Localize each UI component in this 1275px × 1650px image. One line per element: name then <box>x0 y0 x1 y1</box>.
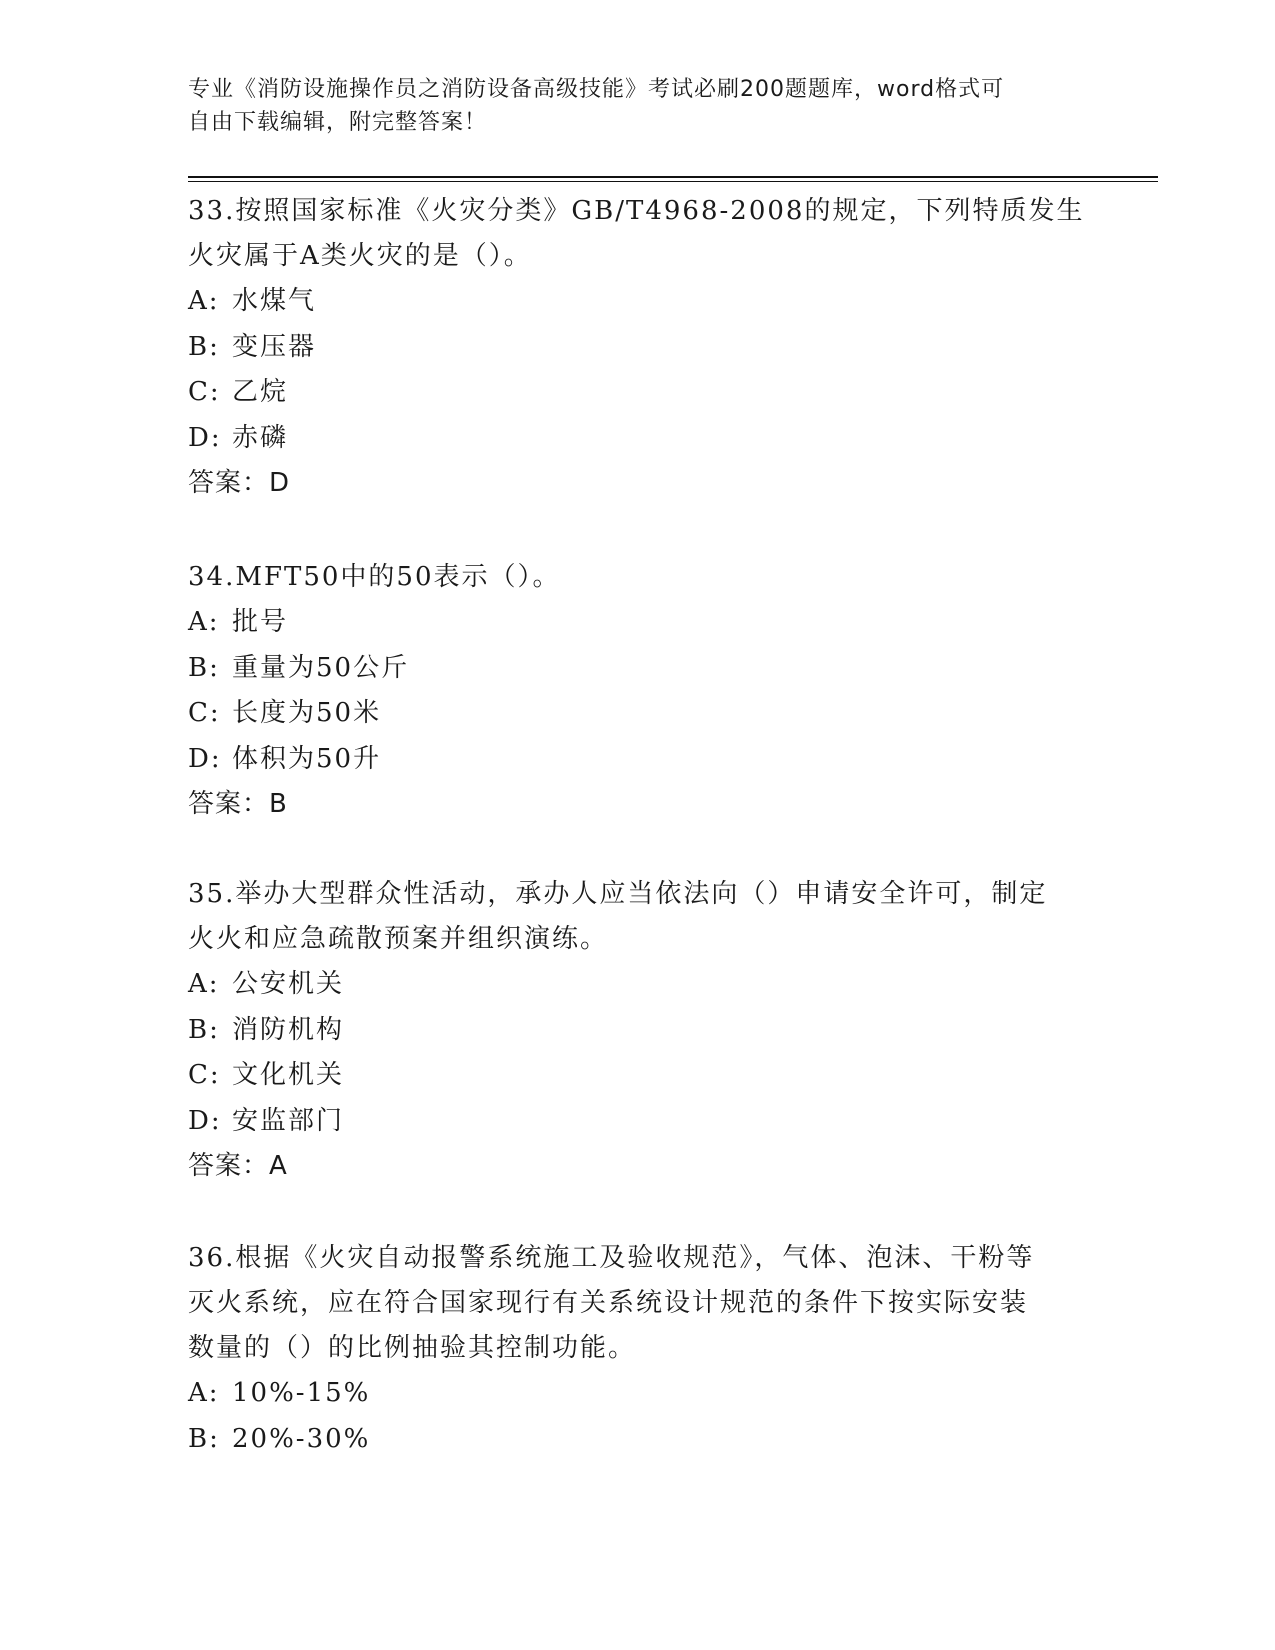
document-header <box>188 73 1068 139</box>
question-34 <box>188 555 1088 827</box>
option-label: C: <box>188 377 221 407</box>
option-text: 乙烷 <box>232 377 289 407</box>
option-text: 10%-15% <box>232 1378 371 1408</box>
option-label: B: <box>188 331 220 362</box>
question-33 <box>188 189 1088 506</box>
option-c <box>188 691 1088 737</box>
option-d <box>188 737 1088 783</box>
question-stem-line: 36.根据《火灾自动报警系统施工及验收规范》，气体、泡沫、干粉等 <box>188 1243 1035 1273</box>
option-label: A: <box>188 607 220 637</box>
option-d <box>188 416 1088 462</box>
option-text: 公安机关 <box>232 969 345 999</box>
header-line-2: 自由下载编辑，附完整答案！ <box>188 110 488 135</box>
option-c <box>188 370 1088 416</box>
option-a <box>188 279 1088 325</box>
option-d <box>188 1099 1088 1145</box>
option-a <box>188 1371 1088 1417</box>
option-text: 长度为50米 <box>232 698 382 728</box>
option-label: A: <box>188 969 220 999</box>
question-stem-line: 灭火系统，应在符合国家现行有关系统设计规范的条件下按实际安装 <box>188 1288 1029 1318</box>
option-label: C: <box>188 698 221 728</box>
answer: 答案：B <box>188 789 288 819</box>
option-text: 水煤气 <box>232 286 317 316</box>
answer: 答案：D <box>188 468 291 498</box>
option-label: B: <box>188 1014 220 1045</box>
option-c <box>188 1053 1088 1099</box>
answer: 答案：A <box>188 1151 288 1181</box>
option-label: B: <box>188 1423 220 1454</box>
question-stem-line: 火火和应急疏散预案并组织演练。 <box>188 924 609 954</box>
option-text: 体积为50升 <box>232 743 382 774</box>
option-text: 重量为50公斤 <box>232 652 410 683</box>
option-label: D: <box>188 422 222 453</box>
option-label: D: <box>188 743 222 774</box>
question-stem-line: 35.举办大型群众性活动，承办人应当依法向（）申请安全许可，制定 <box>188 879 1048 909</box>
option-label: D: <box>188 1105 222 1136</box>
option-b <box>188 646 1088 692</box>
option-label: B: <box>188 652 220 683</box>
question-stem-line: 火灾属于A类火灾的是（）。 <box>188 241 532 271</box>
question-stem-line: 33.按照国家标准《火灾分类》GB/T4968-2008的规定，下列特质发生 <box>188 196 1085 226</box>
option-b <box>188 1008 1088 1054</box>
question-35 <box>188 872 1088 1189</box>
option-text: 文化机关 <box>232 1060 345 1090</box>
option-text: 消防机构 <box>232 1014 345 1045</box>
question-stem-line: 数量的（）的比例抽验其控制功能。 <box>188 1333 637 1363</box>
option-a <box>188 962 1088 1008</box>
question-stem-line: 34.MFT50中的50表示（）。 <box>188 562 561 592</box>
header-line-1: 专业《消防设施操作员之消防设备高级技能》考试必刷200题题库，word格式可 <box>188 77 1005 102</box>
option-text: 赤磷 <box>232 422 289 453</box>
option-text: 安监部门 <box>232 1105 345 1136</box>
header-divider-thick <box>188 176 1158 178</box>
option-b <box>188 325 1088 371</box>
option-label: C: <box>188 1060 221 1090</box>
option-text: 批号 <box>232 607 289 637</box>
option-text: 变压器 <box>232 331 317 362</box>
option-text: 20%-30% <box>232 1423 371 1454</box>
option-a <box>188 600 1088 646</box>
header-divider-thin <box>188 181 1158 182</box>
option-label: A: <box>188 1378 220 1408</box>
question-36 <box>188 1236 1088 1462</box>
option-b <box>188 1417 1088 1463</box>
option-label: A: <box>188 286 220 316</box>
